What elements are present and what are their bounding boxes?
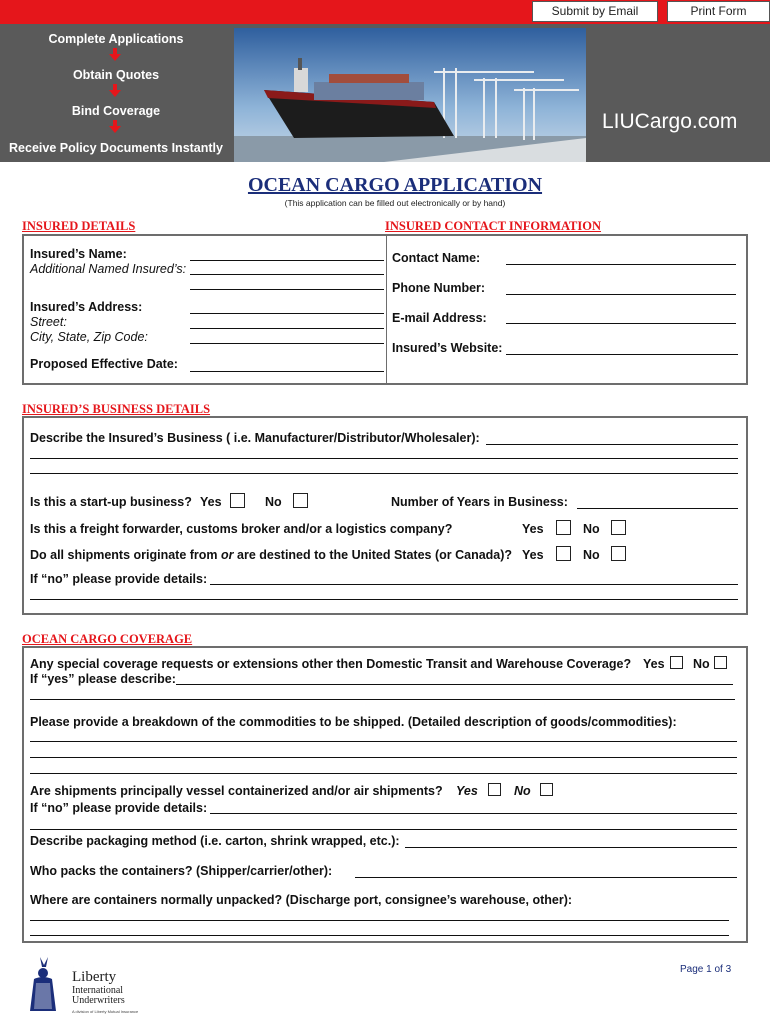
- logo-underwriters-text: Underwriters: [72, 995, 125, 1006]
- step-label: Receive Policy Documents Instantly: [9, 141, 223, 155]
- describe-business-field[interactable]: [486, 444, 738, 445]
- forwarder-yes-checkbox[interactable]: [556, 520, 571, 535]
- email-label: E-mail Address:: [392, 311, 487, 325]
- originate-text-or: or: [221, 548, 234, 562]
- insured-name-label: Insured’s Name:: [30, 247, 127, 261]
- commodities-field[interactable]: [30, 741, 737, 742]
- startup-no-checkbox[interactable]: [293, 493, 308, 508]
- section-insured-contact: INSURED CONTACT INFORMATION: [385, 219, 601, 233]
- years-field[interactable]: [577, 508, 738, 509]
- originate-text-a: Do all shipments originate from: [30, 548, 218, 562]
- submit-by-email-button[interactable]: Submit by Email: [532, 1, 658, 22]
- logo-tagline: A division of Liberty Mutual Insurance: [72, 1009, 139, 1014]
- no-label: No: [583, 522, 600, 536]
- who-packs-field[interactable]: [355, 877, 737, 878]
- vessel-if-no-label: If “no” please provide details:: [30, 801, 208, 815]
- street-field-2[interactable]: [190, 328, 384, 329]
- if-no-details-label: If “no” please provide details:: [30, 572, 208, 586]
- originate-question: [30, 548, 512, 562]
- additional-insured-field[interactable]: [190, 274, 384, 275]
- commodities-question: Please provide a breakdown of the commodities to be shipped. (Detailed description of goods/commodities):: [30, 715, 677, 729]
- vessel-question: Are shipments principally vessel containerized and/or air shipments?: [30, 784, 443, 798]
- yes-label: Yes: [643, 657, 665, 671]
- vessel-if-no-field-2[interactable]: [30, 829, 737, 830]
- yes-label: Yes: [200, 495, 222, 509]
- no-label: No: [693, 657, 710, 671]
- if-no-details-field[interactable]: [210, 584, 738, 585]
- yes-label: Yes: [522, 548, 544, 562]
- liberty-logo: [26, 953, 176, 1017]
- vessel-no-checkbox[interactable]: [540, 783, 553, 796]
- page-number: Page 1 of 3: [680, 964, 732, 975]
- section-business-details: INSURED’S BUSINESS DETAILS: [22, 402, 211, 416]
- who-packs-question: Who packs the containers? (Shipper/carrier/other):: [30, 864, 333, 878]
- additional-insured-label: Additional Named Insured’s:: [30, 262, 187, 276]
- describe-business-field-3[interactable]: [30, 473, 738, 474]
- arrow-down-icon: [108, 84, 122, 98]
- special-yes-checkbox[interactable]: [670, 656, 683, 669]
- contact-name-field[interactable]: [506, 264, 736, 265]
- if-yes-describe-label: If “yes” please describe:: [30, 672, 176, 686]
- city-state-zip-field[interactable]: [190, 343, 384, 344]
- city-state-zip-label: City, State, Zip Code:: [30, 330, 148, 344]
- column-divider: [386, 234, 387, 385]
- packaging-field[interactable]: [405, 847, 737, 848]
- forwarder-question: Is this a freight forwarder, customs broker and/or a logistics company?: [30, 522, 453, 536]
- describe-business-field-2[interactable]: [30, 458, 738, 459]
- form-title: OCEAN CARGO APPLICATION: [247, 174, 543, 196]
- website-label: Insured’s Website:: [392, 341, 503, 355]
- effective-date-label: Proposed Effective Date:: [30, 357, 178, 371]
- no-label: No: [514, 784, 531, 798]
- street-label: Street:: [30, 315, 67, 329]
- insured-name-field[interactable]: [190, 260, 384, 261]
- phone-field[interactable]: [506, 294, 736, 295]
- years-label: Number of Years in Business:: [391, 495, 568, 509]
- originate-yes-checkbox[interactable]: [556, 546, 571, 561]
- forwarder-no-checkbox[interactable]: [611, 520, 626, 535]
- originate-text-b: are destined to the United States (or Canada)?: [237, 548, 513, 562]
- section-ocean-cargo-coverage: OCEAN CARGO COVERAGE: [22, 632, 193, 646]
- unpacked-field-2[interactable]: [30, 935, 729, 936]
- if-yes-describe-field-2[interactable]: [30, 699, 735, 700]
- commodities-field-2[interactable]: [30, 757, 737, 758]
- print-form-button[interactable]: Print Form: [667, 1, 770, 22]
- describe-business-label: Describe the Insured’s Business ( i.e. Manufacturer/Distributor/Wholesaler):: [30, 431, 480, 445]
- startup-question: Is this a start-up business?: [30, 495, 192, 509]
- process-steps: [0, 24, 232, 162]
- arrow-down-icon: [108, 120, 122, 134]
- no-label: No: [583, 548, 600, 562]
- no-label: No: [265, 495, 282, 509]
- if-no-details-field-2[interactable]: [30, 599, 738, 600]
- vessel-if-no-field[interactable]: [210, 813, 737, 814]
- yes-label: Yes: [522, 522, 544, 536]
- packaging-question: Describe packaging method (i.e. carton, shrink wrapped, etc.):: [30, 834, 400, 848]
- commodities-field-3[interactable]: [30, 773, 737, 774]
- section-insured-details: INSURED DETAILS: [22, 219, 136, 233]
- special-no-checkbox[interactable]: [714, 656, 727, 669]
- special-coverage-question: Any special coverage requests or extensions other then Domestic Transit and Warehouse Coverage?: [30, 657, 632, 671]
- contact-name-label: Contact Name:: [392, 251, 481, 265]
- vessel-yes-checkbox[interactable]: [488, 783, 501, 796]
- unpacked-field[interactable]: [30, 920, 729, 921]
- logo-international-text: International: [72, 985, 124, 996]
- additional-insured-field-2[interactable]: [190, 289, 384, 290]
- website-field[interactable]: [506, 354, 738, 355]
- street-field[interactable]: [190, 313, 384, 314]
- unpacked-question: Where are containers normally unpacked? (Discharge port, consignee’s warehouse, other):: [30, 893, 573, 907]
- effective-date-field[interactable]: [190, 371, 384, 372]
- arrow-down-icon: [108, 48, 122, 62]
- step-label: Obtain Quotes: [72, 68, 160, 82]
- form-subtitle: (This application can be filled out electronically or by hand): [284, 198, 506, 208]
- insured-address-label: Insured’s Address:: [30, 300, 143, 314]
- brand-url[interactable]: LIUCargo.com: [602, 110, 738, 133]
- email-field[interactable]: [506, 323, 736, 324]
- if-yes-describe-field[interactable]: [176, 684, 733, 685]
- logo-liberty-text: Liberty: [72, 969, 117, 985]
- phone-label: Phone Number:: [392, 281, 486, 295]
- cargo-ship-photo: [234, 28, 586, 162]
- yes-label: Yes: [456, 784, 478, 798]
- originate-no-checkbox[interactable]: [611, 546, 626, 561]
- step-label: Complete Applications: [48, 32, 184, 46]
- startup-yes-checkbox[interactable]: [230, 493, 245, 508]
- step-label: Bind Coverage: [71, 104, 161, 118]
